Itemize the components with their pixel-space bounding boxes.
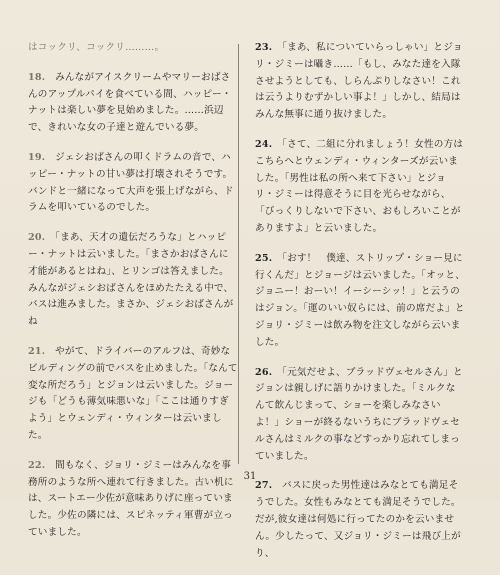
paragraph-text: 「まあ、私についていらっしゃい」とジョリ・ジミーは囁き……「もし、みなた達を入隊させようとしても、しらんぷりしなさい！これは云うよりむずかしい事よ！」しかし、結局はみんな無事に通り抜けました。 [255, 42, 463, 121]
paragraph-21 [28, 344, 238, 445]
page-number: 31 [243, 471, 257, 482]
paragraph-text: 「さて、二組に分れましょう！女性の方はこちらへとウェンディ・ウィンターズが云いました。「男性は私の所へ来て下さい」とジョリ・ジミーは得意そうに目を光らせながら、「びっくりしないで下さい、おもしろいことがありますよ」と云いました。 [255, 138, 464, 234]
paragraph-text: 間もなく、ジョリ・ジミーはみんなを事務所のような所へ連れて行きました。古い机には、スートエー少佐が意味ありげに座っていました。少佐の隣には、スピネッティ軍曹が立っていました。 [28, 459, 234, 538]
paragraph-number: 23. [255, 42, 273, 53]
paragraph-26 [255, 365, 465, 466]
paragraph-left-0 [28, 40, 238, 57]
column-divider [238, 44, 239, 464]
paragraph-number: 18. [28, 71, 46, 83]
paragraph-24 [255, 137, 465, 238]
paragraph-text: バスに戻った男性達はみなとても満足そうでした。女性もみなとても満足そうでした。だが,彼女達は何処に行ってたのかを云いません。少したって、又ジョリ・ジミーは飛び上がり、 [255, 480, 461, 559]
paragraph-20 [28, 230, 238, 331]
paragraph-number: 20. [28, 232, 46, 244]
paragraph-text: ジェシおばさんの叩くドラムの音で、ハッピー・ナットの甘い夢は打壊されそうです。バンドと一緒になって大声を張上げながら、ドラムを叩いているのでした。 [28, 151, 234, 214]
paragraph-19 [28, 150, 238, 217]
paragraph-text: 「元気だせよ、ブラッドヴェセルさん」とジョンは親しげに語りかけました。「ミルクなんて飲んじまって、ショーを楽しみなさいよ！」ショーが終るないうちにブラッドヴェセルさんはミルクの事などすっかり忘れてしまっていました。 [255, 366, 463, 462]
paragraph-25 [255, 251, 465, 352]
paragraph-18 [28, 70, 238, 137]
paragraph-number: 27. [255, 480, 273, 492]
paragraph-number: 22. [28, 459, 46, 471]
paragraph-text: はコックリ、コックリ………。 [28, 42, 165, 53]
paragraph-number: 19. [28, 151, 46, 163]
paragraph-number: 25. [255, 252, 273, 264]
paragraph-text: 「おす！ 僕達、ストリップ・ショー見に行くんだ」とジョージは云いました。「オッと、ジョニー！おーい！イーシーシッ！」と云うのはジョン。「運のいい奴らには、前の席だよ」とジョリ・ジミーは飲み物を注文しながら云いました。 [255, 252, 465, 348]
paragraph-text: やがて、ドライバーのアルフは、奇妙なビルディングの前でバスを止めました。「なんて変な所だろう」とジョンは云いました。ジョージも「どうも薄気味悪いな」「ここは通りすぎよう」とウェンディ・ウィンターは云いました。 [28, 345, 238, 441]
right-column [255, 40, 465, 575]
paragraph-27 [255, 478, 465, 562]
paragraph-text: 「まあ、天才の遺伝だろうな」とハッピー・ナットは云いました。「まさかおばさんに才能があるとはね」、とリンゴは答えました。みんながジェシおばさんをほめたたえる中で、バスは進みました。まさか、ジェシおばさんがね [28, 232, 234, 328]
paragraph-23 [255, 40, 465, 124]
paragraph-number: 24. [255, 138, 273, 150]
paragraph-text: みんながアイスクリームやマリーおばさんのアップルパイを食べている間、ハッピー・ナットは楽しい夢を見始めました。……浜辺で、きれいな女の子達と遊んでいる夢。 [28, 71, 232, 134]
paragraph-number: 26. [255, 366, 273, 378]
paragraph-number: 21. [28, 345, 46, 357]
